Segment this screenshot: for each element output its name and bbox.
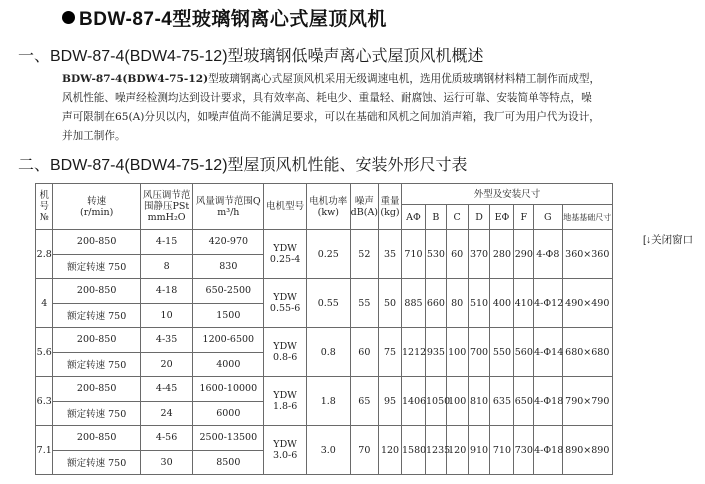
overview-body: 型玻璃钢离心式屋顶风机采用无级调速电机，选用优质玻璃钢材料精工制作而成型，风机性能、噪声经检测均达到设计要求，具有效率高、耗电少、重量轻、耐腐蚀、运行可靠、安装简单等特点，噪声可限制在65(A)分贝以内，如噪声值尚不能满足要求，可以在基础和风机之间加消声箱，我厂可为用户代为设计，并加工制作。	[62, 73, 601, 142]
motor-model-cell: YDW 0.25-4	[264, 230, 307, 279]
section1-heading: 一、BDW-87-4(BDW4-75-12)型玻璃钢低噪声离心式屋顶风机概述	[18, 48, 484, 65]
machine-no-cell: 5.6	[36, 328, 53, 377]
motor-model-cell: YDW 0.55-6	[264, 279, 307, 328]
dimension-cell: 280	[490, 230, 514, 279]
rated-pressure-cell: 30	[140, 450, 192, 475]
dimension-cell: 4-Φ18	[534, 377, 562, 426]
dimension-cell: 650	[514, 377, 534, 426]
motor-model-cell: YDW 1.8-6	[264, 377, 307, 426]
weight-cell: 95	[379, 377, 402, 426]
noise-cell: 60	[350, 328, 378, 377]
dimension-cell: 370	[468, 230, 490, 279]
rated-speed-cell: 额定转速 750	[53, 303, 140, 328]
header-flow-unit: m³/h	[217, 206, 240, 218]
dimension-cell: 700	[468, 328, 490, 377]
dimension-cell: 1212	[401, 328, 425, 377]
dimension-cell: 400	[490, 279, 514, 328]
dimension-cell: 1406	[401, 377, 425, 426]
pressure-range-cell: 4-35	[140, 328, 192, 353]
spec-table	[35, 183, 613, 475]
power-cell: 1.8	[306, 377, 350, 426]
dimension-cell: 510	[468, 279, 490, 328]
flow-range-cell: 1200-6500	[193, 328, 264, 353]
noise-cell: 52	[350, 230, 378, 279]
dimension-cell: 4-Φ8	[534, 230, 562, 279]
header-dim-c: C	[446, 205, 468, 230]
pressure-range-cell: 4-56	[140, 426, 192, 451]
motor-model-cell: YDW 3.0-6	[264, 426, 307, 475]
dimension-cell: 890×890	[562, 426, 612, 475]
power-cell: 0.55	[306, 279, 350, 328]
motor-model-cell: YDW 0.8-6	[264, 328, 307, 377]
rated-speed-cell: 额定转速 750	[53, 352, 140, 377]
dimension-cell: 560	[514, 328, 534, 377]
rated-flow-cell: 6000	[193, 401, 264, 426]
dimension-cell: 730	[514, 426, 534, 475]
noise-cell: 70	[350, 426, 378, 475]
flow-range-cell: 1600-10000	[193, 377, 264, 402]
power-cell: 0.8	[306, 328, 350, 377]
weight-cell: 75	[379, 328, 402, 377]
header-flow	[193, 184, 264, 230]
header-speed-label: 转速	[87, 195, 107, 207]
overview-lead: BDW-87-4(BDW4-75-12)	[62, 73, 209, 85]
dimension-cell: 290	[514, 230, 534, 279]
rated-speed-cell: 额定转速 750	[53, 254, 140, 279]
dimension-cell: 935	[426, 328, 447, 377]
dimension-cell: 910	[468, 426, 490, 475]
weight-cell: 50	[379, 279, 402, 328]
dimension-cell: 60	[446, 230, 468, 279]
header-dim-d: D	[468, 205, 490, 230]
header-noise-label: 噪声	[354, 195, 374, 207]
speed-range-cell: 200-850	[53, 279, 140, 304]
header-no: 机号№	[36, 184, 53, 230]
table-row	[36, 426, 613, 451]
dimension-cell: 790×790	[562, 377, 612, 426]
header-power-unit: (kw)	[317, 206, 339, 218]
dimension-cell: 710	[490, 426, 514, 475]
noise-cell: 65	[350, 377, 378, 426]
speed-range-cell: 200-850	[53, 328, 140, 353]
dimension-cell: 1235	[426, 426, 447, 475]
dimension-cell: 4-Φ18	[534, 426, 562, 475]
table-row	[36, 377, 613, 402]
dimension-cell: 490×490	[562, 279, 612, 328]
noise-cell: 55	[350, 279, 378, 328]
power-cell: 0.25	[306, 230, 350, 279]
dimension-cell: 550	[490, 328, 514, 377]
machine-no-cell: 2.8	[36, 230, 53, 279]
header-dim-a: AΦ	[401, 205, 425, 230]
weight-cell: 35	[379, 230, 402, 279]
dimension-cell: 410	[514, 279, 534, 328]
rated-flow-cell: 8500	[193, 450, 264, 475]
pressure-range-cell: 4-15	[140, 230, 192, 255]
dimension-cell: 80	[446, 279, 468, 328]
header-motor: 电机型号	[264, 184, 307, 230]
document-title-text: BDW-87-4型玻璃钢离心式屋顶风机	[79, 9, 387, 30]
header-power-label: 电机功率	[309, 195, 348, 207]
header-dims: 外型及安装尺寸	[401, 184, 612, 205]
pressure-range-cell: 4-45	[140, 377, 192, 402]
rated-pressure-cell: 10	[140, 303, 192, 328]
header-dim-b: B	[426, 205, 447, 230]
dimension-cell: 1580	[401, 426, 425, 475]
dimension-cell: 710	[401, 230, 425, 279]
rated-flow-cell: 4000	[193, 352, 264, 377]
dimension-cell: 810	[468, 377, 490, 426]
power-cell: 3.0	[306, 426, 350, 475]
dimension-cell: 120	[446, 426, 468, 475]
flow-range-cell: 420-970	[193, 230, 264, 255]
table-row	[36, 328, 613, 353]
table-row	[36, 230, 613, 255]
header-power	[306, 184, 350, 230]
rated-flow-cell: 830	[193, 254, 264, 279]
dimension-cell: 530	[426, 230, 447, 279]
dimension-cell: 360×360	[562, 230, 612, 279]
speed-range-cell: 200-850	[53, 230, 140, 255]
weight-cell: 120	[379, 426, 402, 475]
header-weight-label: 重量	[380, 195, 400, 207]
header-weight	[379, 184, 402, 230]
section2-heading: 二、BDW-87-4(BDW4-75-12)型屋顶风机性能、安装外形尺寸表	[18, 157, 468, 174]
rated-pressure-cell: 8	[140, 254, 192, 279]
flow-range-cell: 2500-13500	[193, 426, 264, 451]
header-dim-g: G	[534, 205, 562, 230]
rated-speed-cell: 额定转速 750	[53, 401, 140, 426]
pressure-range-cell: 4-18	[140, 279, 192, 304]
header-flow-label: 风量调节范围Q	[195, 195, 261, 207]
table-row	[36, 279, 613, 304]
overview-paragraph	[62, 70, 602, 146]
header-speed	[53, 184, 140, 230]
rated-speed-cell: 额定转速 750	[53, 450, 140, 475]
header-pressure	[140, 184, 192, 230]
machine-no-cell: 7.1	[36, 426, 53, 475]
dimension-cell: 100	[446, 328, 468, 377]
dimension-cell: 4-Φ14	[534, 328, 562, 377]
machine-no-cell: 6.3	[36, 377, 53, 426]
machine-no-cell: 4	[36, 279, 53, 328]
flow-range-cell: 650-2500	[193, 279, 264, 304]
close-window-link[interactable]: [↓关闭窗口	[643, 234, 694, 246]
spec-table-body	[36, 230, 613, 475]
speed-range-cell: 200-850	[53, 426, 140, 451]
dimension-cell: 635	[490, 377, 514, 426]
speed-range-cell: 200-850	[53, 377, 140, 402]
dimension-cell: 660	[426, 279, 447, 328]
document-title	[62, 4, 387, 31]
rated-pressure-cell: 24	[140, 401, 192, 426]
dimension-cell: 885	[401, 279, 425, 328]
dimension-cell: 4-Φ12	[534, 279, 562, 328]
header-noise	[350, 184, 378, 230]
header-dim-e: EΦ	[490, 205, 514, 230]
header-pressure-unit: mmH₂O	[147, 212, 186, 223]
dimension-cell: 680×680	[562, 328, 612, 377]
dimension-cell: 1050	[426, 377, 447, 426]
header-noise-unit: dB(A)	[350, 206, 379, 218]
header-dim-f: F	[514, 205, 534, 230]
bullet-icon	[62, 11, 75, 24]
header-speed-unit: (r/min)	[80, 206, 114, 218]
header-pressure-label: 风压调节范围静压PSt	[142, 190, 191, 212]
rated-pressure-cell: 20	[140, 352, 192, 377]
header-weight-unit: (kg)	[380, 206, 400, 218]
dimension-cell: 100	[446, 377, 468, 426]
rated-flow-cell: 1500	[193, 303, 264, 328]
header-dim-foundation: 地基基础尺寸	[562, 205, 612, 230]
